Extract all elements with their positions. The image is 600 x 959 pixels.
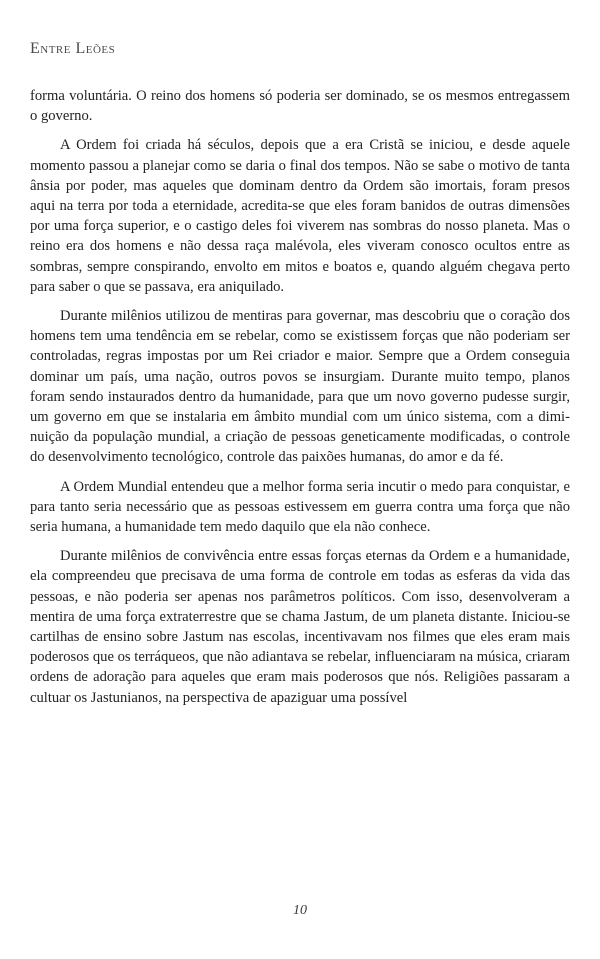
page-number: 10 xyxy=(293,903,307,918)
paragraph-2: A Ordem foi criada há séculos, depois que a era Cristã se iniciou, e desde aquele momento passou a planejar como se daria o final dos tempos. Não se sabe o motivo de tanta ânsia por poder, mas aqueles que dominam dentro da Ordem são imortais, foram presos aqui na terra por toda a eternidade, acredita-se que eles foram banidos de outras dimensões por uma força superior, e o castigo deles foi viverem nas sombras do nosso planeta. Mas o reino era dos homens e não dessa raça malévola, eles viveram conosco ocultos entre as sombras, sempre conspirando, envolto em mitos e boatos e, quando alguém chegava perto para saber o que se passava, era aniquilado. xyxy=(30,137,570,295)
paragraph-5: Durante milênios de convivência entre essas forças eternas da Ordem e a humanidade, ela compreendeu que precisava de uma forma de controle em todas as esferas da vida das pessoas, e não poderia ser apenas nos parâmetros políticos. Com isso, desenvolveram a mentira de uma força extraterrestre que se chama Jastum, de um planeta distante. Iniciou-se cartilhas de ensino sobre Jastum nas escolas, incentivavam nos filmes que eles eram mais poderosos que os terráqueos, que não adiantava se rebelar, influenciaram na música, criaram ordens de adoração para aqueles que eram mais poderosos que nós. Religiões passaram a cultuar os Jastunianos, na perspectiva de apaziguar uma possível xyxy=(30,548,570,706)
running-head-title: Entre Leões xyxy=(30,40,116,57)
paragraph-4: A Ordem Mundial entendeu que a melhor forma seria incutir o medo para conquistar, e para tanto seria necessário que as pessoas estivessem em guerra contra uma força que não seria humana, a humanidade tem medo daquilo que ela não conhece. xyxy=(30,478,570,536)
paragraph-1: forma voluntária. O reino dos homens só poderia ser dominado, se os mesmos entregassem o governo. xyxy=(30,88,570,125)
body-text xyxy=(30,86,570,717)
paragraph-3: Durante milênios utilizou de mentiras para governar, mas descobriu que o coração dos homens tem uma tendência em se rebelar, como se existissem forças que não poderiam ser controladas, regras impostas por um Rei criador e maior. Sempre que a Ordem conseguia dominar um país, uma nação, outros povos se insurgiam. Durante muito tempo, planos foram sendo instaurados dentro da humanidade, para que um novo governo pudesse surgir, um governo em que se instalaria em âmbito mundial com um único sistema, com a diminuição da população mundial, a criação de pessoas geneticamente modificadas, o controle do desenvolvimento tecnológico, controle das paixões humanas, do amor e da fé. xyxy=(30,308,570,466)
